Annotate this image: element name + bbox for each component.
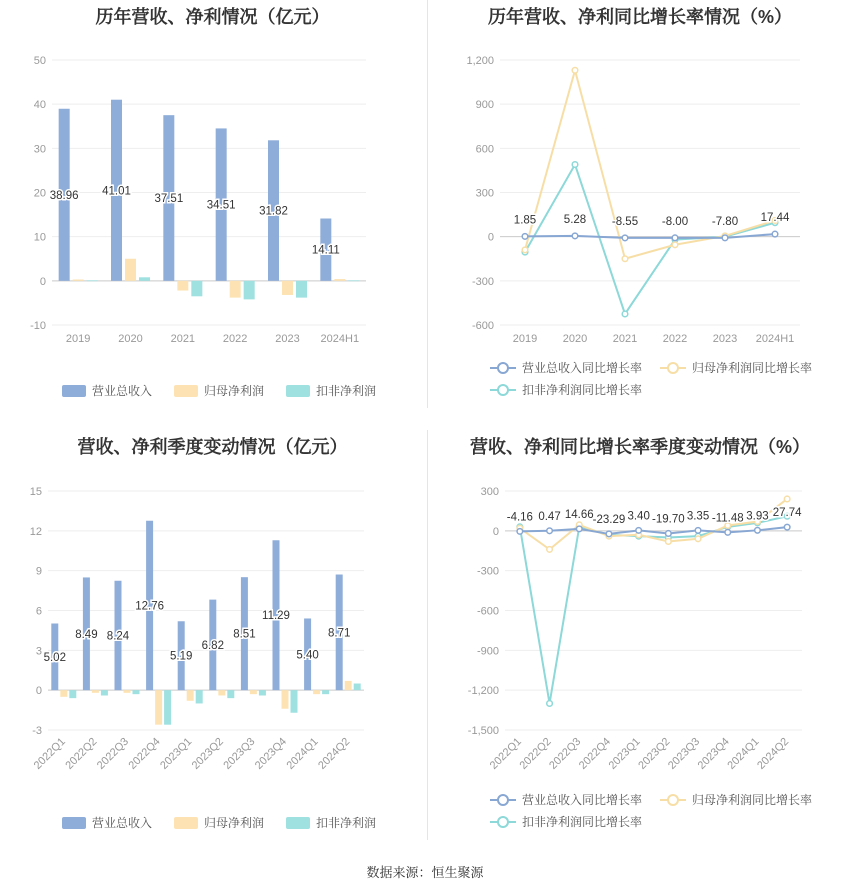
legend-label: 营业总收入同比增长率 bbox=[522, 793, 643, 807]
annual-amounts-chart bbox=[0, 0, 425, 410]
x-tick-label: 2024H1 bbox=[320, 333, 360, 345]
y-tick-label: -3 bbox=[32, 725, 42, 737]
data-point bbox=[695, 528, 701, 534]
y-tick-label: -1,500 bbox=[467, 725, 499, 737]
y-tick-label: 9 bbox=[35, 565, 42, 578]
legend-label: 归母净利润 bbox=[204, 384, 265, 398]
bar bbox=[87, 280, 98, 281]
legend-marker bbox=[668, 795, 678, 805]
bar bbox=[250, 690, 257, 694]
annual-growth-chart bbox=[430, 0, 850, 410]
series-line bbox=[525, 70, 775, 258]
data-label: 34.51 bbox=[206, 199, 236, 212]
data-label: 12.76 bbox=[135, 600, 164, 613]
y-tick-label: -300 bbox=[471, 275, 494, 288]
data-point bbox=[547, 701, 553, 707]
x-tick-label: 2023Q1 bbox=[158, 735, 195, 772]
data-label: 37.51 bbox=[154, 192, 184, 205]
bar bbox=[282, 690, 289, 709]
legend-label: 营业总收入同比增长率 bbox=[522, 361, 643, 375]
x-tick-label: 2024Q2 bbox=[316, 735, 353, 772]
legend-marker bbox=[668, 363, 678, 373]
bar bbox=[191, 281, 202, 296]
legend-label: 归母净利润 bbox=[204, 816, 265, 830]
data-label: 8.49 bbox=[75, 628, 98, 641]
data-point bbox=[784, 496, 790, 502]
x-tick-label: 2019 bbox=[65, 333, 91, 345]
data-label: -8.55 bbox=[611, 215, 639, 228]
data-point bbox=[576, 526, 582, 532]
data-point bbox=[772, 231, 778, 237]
bar bbox=[218, 690, 225, 695]
bar bbox=[139, 277, 150, 281]
y-tick-label: 12 bbox=[29, 525, 42, 538]
data-label: 17.44 bbox=[760, 212, 790, 225]
legend-label: 扣非净利润同比增长率 bbox=[522, 815, 643, 829]
y-tick-label: 20 bbox=[33, 187, 46, 200]
legend-marker bbox=[498, 817, 508, 827]
data-point bbox=[636, 528, 642, 534]
data-label: 5.28 bbox=[563, 213, 587, 226]
data-label: 5.02 bbox=[43, 651, 66, 664]
legend-swatch bbox=[62, 817, 86, 829]
bar bbox=[244, 281, 255, 300]
bar bbox=[345, 681, 352, 690]
bar bbox=[187, 690, 194, 701]
data-point bbox=[784, 524, 790, 530]
x-tick-label: 2023Q4 bbox=[695, 735, 732, 772]
quarterly-growth-panel bbox=[430, 430, 850, 850]
y-tick-label: -600 bbox=[476, 605, 499, 618]
legend-marker bbox=[498, 795, 508, 805]
data-label: 3.93 bbox=[746, 510, 769, 523]
legend-label: 归母净利润同比增长率 bbox=[692, 361, 813, 375]
bar bbox=[124, 690, 131, 693]
bar bbox=[60, 690, 67, 697]
data-point bbox=[672, 242, 678, 248]
bar bbox=[291, 690, 298, 713]
data-label: -19.70 bbox=[652, 513, 685, 526]
data-point bbox=[722, 235, 728, 241]
x-tick-label: 2024H1 bbox=[755, 333, 795, 345]
data-label: 3.40 bbox=[627, 510, 650, 523]
legend-marker bbox=[498, 363, 508, 373]
y-tick-label: 40 bbox=[33, 99, 46, 112]
quarterly-amounts-chart bbox=[0, 430, 425, 850]
y-tick-label: 900 bbox=[475, 99, 494, 112]
y-tick-label: 0 bbox=[492, 525, 499, 538]
y-tick-label: 0 bbox=[487, 231, 494, 244]
x-tick-label: 2022 bbox=[662, 333, 688, 345]
data-point bbox=[572, 68, 578, 74]
y-tick-label: 50 bbox=[33, 55, 46, 67]
bar bbox=[282, 281, 293, 295]
bar bbox=[227, 690, 234, 698]
bar bbox=[177, 281, 188, 291]
data-label: 0.47 bbox=[538, 510, 561, 523]
legend-swatch bbox=[286, 817, 310, 829]
y-tick-label: -300 bbox=[476, 565, 499, 578]
chart-title: 营收、净利季度变动情况（亿元） bbox=[77, 437, 348, 457]
legend-label: 营业总收入 bbox=[92, 384, 153, 398]
x-tick-label: 2023Q3 bbox=[665, 735, 703, 772]
data-point bbox=[695, 536, 701, 542]
x-tick-label: 2020 bbox=[562, 333, 588, 345]
data-label: 11.29 bbox=[262, 610, 290, 623]
bar bbox=[133, 690, 140, 694]
data-point bbox=[725, 530, 731, 536]
data-label: -23.29 bbox=[592, 513, 626, 526]
bar bbox=[69, 690, 76, 698]
bar bbox=[155, 690, 162, 725]
data-point bbox=[572, 233, 578, 239]
y-tick-label: 300 bbox=[480, 486, 499, 498]
data-source-note: 数据来源：恒生聚源 bbox=[366, 865, 484, 880]
y-tick-label: 6 bbox=[35, 605, 42, 618]
bar bbox=[313, 690, 320, 694]
y-tick-label: 15 bbox=[29, 486, 42, 498]
x-tick-label: 2021 bbox=[170, 333, 196, 345]
data-label: 31.82 bbox=[259, 205, 288, 218]
data-point bbox=[666, 539, 672, 545]
data-label: 5.40 bbox=[296, 649, 319, 662]
data-point bbox=[547, 528, 553, 534]
y-tick-label: 3 bbox=[35, 645, 42, 658]
data-point bbox=[547, 547, 553, 553]
data-label: 27.74 bbox=[772, 507, 802, 520]
legend-swatch bbox=[174, 385, 198, 397]
bar bbox=[230, 281, 241, 298]
bar bbox=[259, 690, 266, 695]
x-tick-label: 2021 bbox=[612, 333, 638, 345]
data-label: 5.19 bbox=[170, 650, 193, 663]
x-tick-label: 2022Q3 bbox=[547, 735, 584, 772]
data-label: 41.01 bbox=[102, 185, 131, 198]
bar bbox=[101, 690, 108, 695]
y-tick-label: 600 bbox=[475, 143, 494, 156]
bar bbox=[348, 280, 359, 281]
x-tick-label: 2022Q1 bbox=[487, 735, 524, 772]
bar bbox=[73, 280, 84, 281]
data-point bbox=[672, 235, 678, 241]
data-point bbox=[522, 234, 528, 240]
chart-title: 历年营收、净利情况（亿元） bbox=[95, 7, 330, 27]
data-point bbox=[606, 531, 612, 537]
data-point bbox=[622, 235, 628, 241]
x-tick-label: 2022Q4 bbox=[126, 735, 163, 772]
x-tick-label: 2022 bbox=[222, 333, 248, 345]
series-line bbox=[525, 165, 775, 314]
y-tick-label: 30 bbox=[33, 143, 46, 156]
bar bbox=[322, 690, 329, 694]
chart-title: 历年营收、净利同比增长率情况（%） bbox=[487, 7, 792, 27]
x-tick-label: 2019 bbox=[512, 333, 538, 345]
data-point bbox=[522, 247, 528, 253]
data-point bbox=[622, 311, 628, 317]
legend-label: 扣非净利润同比增长率 bbox=[522, 383, 643, 397]
data-point bbox=[572, 162, 578, 168]
bar bbox=[125, 259, 136, 281]
data-label: 8.71 bbox=[328, 627, 351, 640]
annual-growth-panel bbox=[430, 0, 850, 410]
quarterly-revenue-profit-panel bbox=[0, 430, 425, 850]
bar bbox=[334, 279, 345, 281]
y-tick-label: -1,200 bbox=[467, 685, 499, 698]
data-point bbox=[517, 529, 523, 535]
data-label: -4.16 bbox=[506, 511, 533, 524]
vertical-divider bbox=[427, 430, 428, 840]
data-point bbox=[666, 531, 672, 537]
x-tick-label: 2023 bbox=[712, 333, 738, 345]
legend-label: 营业总收入 bbox=[92, 816, 153, 830]
x-tick-label: 2024Q1 bbox=[725, 735, 762, 772]
y-tick-label: 0 bbox=[39, 275, 46, 288]
x-tick-label: 2023 bbox=[275, 333, 300, 345]
x-tick-label: 2024Q2 bbox=[755, 735, 792, 772]
x-tick-label: 2023Q1 bbox=[606, 735, 643, 772]
chart-title: 营收、净利同比增长率季度变动情况（%） bbox=[469, 437, 810, 457]
annual-revenue-profit-panel bbox=[0, 0, 425, 410]
x-tick-label: 2022Q3 bbox=[94, 735, 132, 772]
y-tick-label: 10 bbox=[33, 231, 46, 244]
x-tick-label: 2022Q4 bbox=[576, 735, 614, 772]
legend-swatch bbox=[174, 817, 198, 829]
legend-label: 扣非净利润 bbox=[316, 384, 377, 398]
x-tick-label: 2022Q1 bbox=[31, 735, 68, 772]
data-point bbox=[622, 256, 628, 262]
data-label: 3.35 bbox=[686, 510, 710, 523]
data-label: 1.85 bbox=[513, 214, 537, 227]
data-label: 8.51 bbox=[233, 628, 256, 641]
legend-marker bbox=[498, 385, 508, 395]
y-tick-label: -10 bbox=[30, 320, 46, 332]
y-tick-label: -600 bbox=[471, 320, 494, 332]
y-tick-label: -900 bbox=[476, 645, 499, 658]
y-tick-label: 0 bbox=[35, 685, 42, 698]
legend-swatch bbox=[62, 385, 86, 397]
series-line bbox=[525, 234, 775, 238]
data-label: 8.24 bbox=[106, 630, 130, 643]
x-tick-label: 2020 bbox=[118, 333, 143, 345]
data-label: -8.00 bbox=[661, 215, 689, 228]
x-tick-label: 2022Q2 bbox=[517, 735, 554, 772]
data-point bbox=[755, 528, 761, 534]
x-tick-label: 2023Q4 bbox=[252, 735, 290, 772]
legend-swatch bbox=[286, 385, 310, 397]
data-label: -7.80 bbox=[711, 215, 739, 228]
bar bbox=[296, 281, 307, 298]
bar bbox=[92, 690, 99, 693]
data-label: 38.96 bbox=[49, 189, 79, 202]
data-label: 6.82 bbox=[201, 639, 224, 652]
legend-label: 归母净利润同比增长率 bbox=[692, 793, 813, 807]
quarterly-growth-chart bbox=[430, 430, 850, 850]
bar bbox=[164, 690, 171, 725]
x-tick-label: 2023Q2 bbox=[636, 735, 673, 772]
vertical-divider bbox=[427, 0, 428, 408]
legend-label: 扣非净利润 bbox=[316, 816, 377, 830]
x-tick-label: 2024Q1 bbox=[284, 735, 321, 772]
y-tick-label: 300 bbox=[475, 187, 494, 200]
data-label: 14.11 bbox=[311, 244, 340, 257]
x-tick-label: 2023Q3 bbox=[221, 735, 258, 772]
x-tick-label: 2023Q2 bbox=[189, 735, 226, 772]
data-label: -11.48 bbox=[711, 512, 744, 525]
y-tick-label: 1,200 bbox=[466, 55, 494, 67]
bar bbox=[196, 690, 203, 703]
bar bbox=[354, 684, 361, 691]
x-tick-label: 2022Q2 bbox=[63, 735, 100, 772]
data-label: 14.66 bbox=[564, 508, 594, 521]
